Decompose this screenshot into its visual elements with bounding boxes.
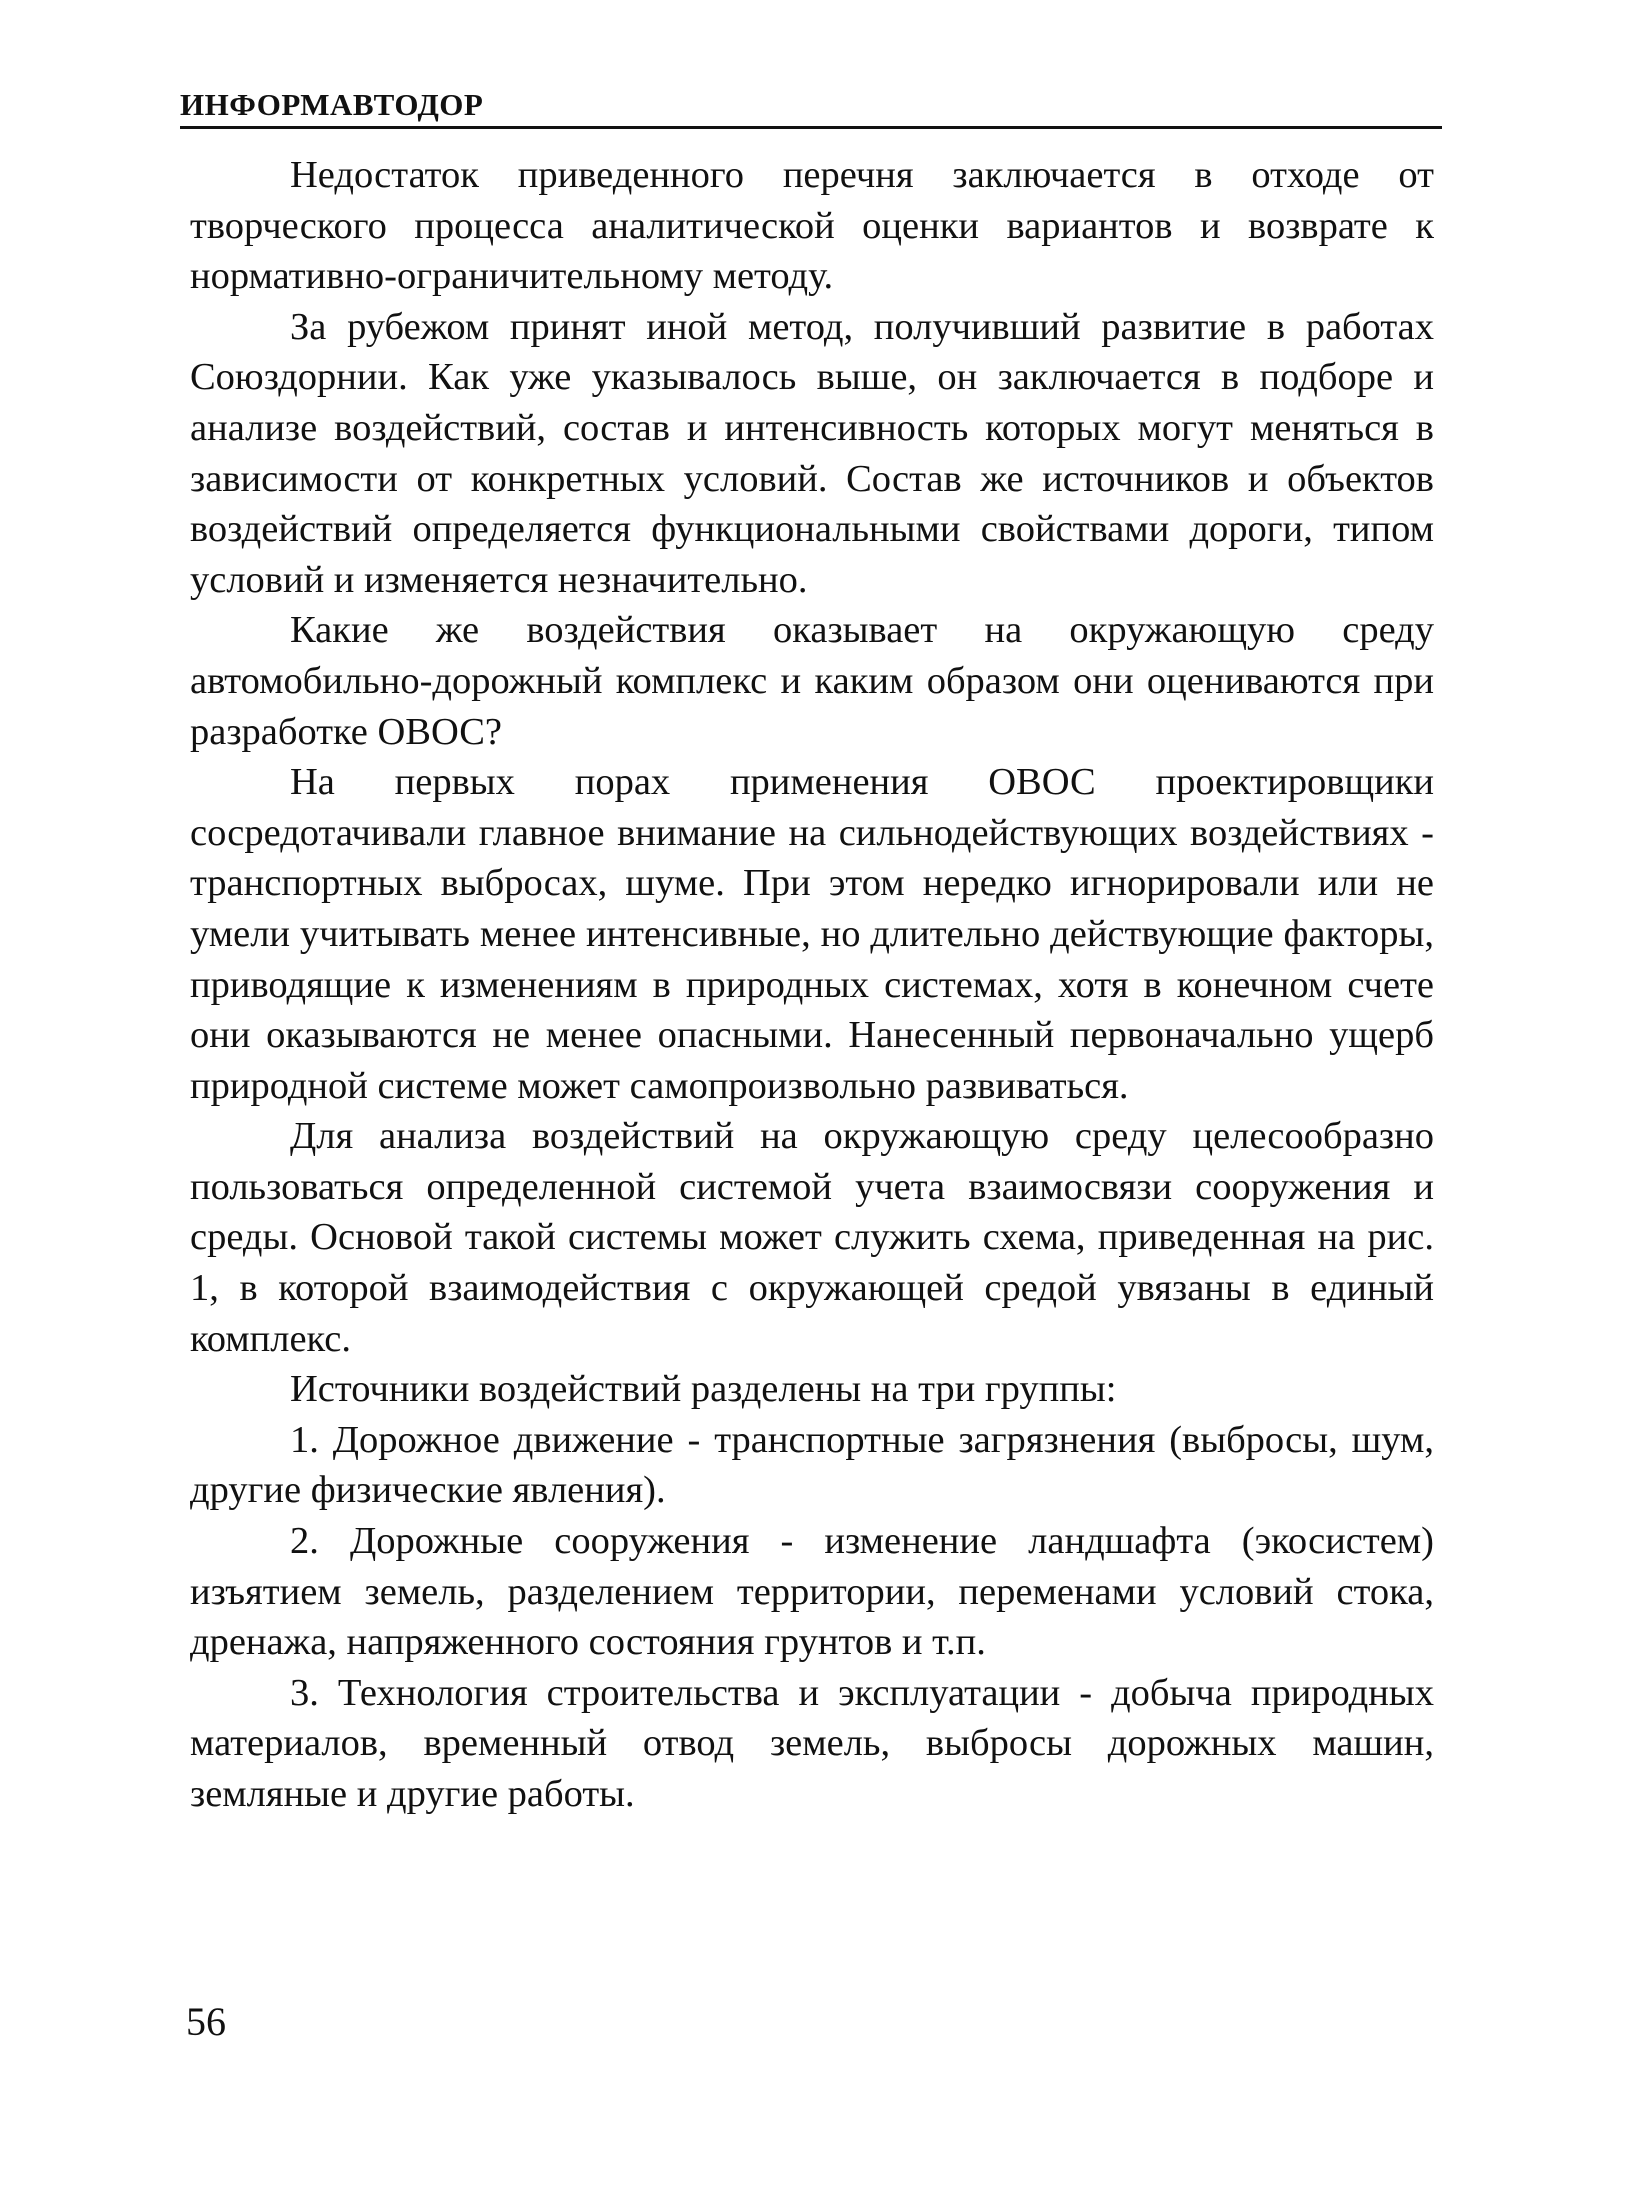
list-item-2: 2. Дорожные сооружения - изменение ландшафта (экосистем) изъятием земель, разделением территории, переменами условий стока, дренажа, напряженного состояния грунтов и т.п.: [190, 1520, 1434, 1664]
paragraph-4: На первых порах применения ОВОС проектировщики сосредотачивали главное внимание на сильнодействующих воздействиях - транспортных выбросах, шуме. При этом нередко игнорировали или не умели учитывать менее интенсивные, но длительно действующие факторы, приводящие к изменениям в природных системах, хотя в конечном счете они оказываются не менее опасными. Нанесенный первоначально ущерб природной системе может самопроизвольно развиваться.: [190, 761, 1434, 1107]
paragraph-3: Какие же воздействия оказывает на окружающую среду автомобильно-дорожный комплекс и каким образом они оцениваются при разработке ОВОС?: [190, 609, 1434, 753]
list-item-3: 3. Технология строительства и эксплуатации - добыча природных материалов, временный отвод земель, выбросы дорожных машин, земляные и другие работы.: [190, 1671, 1434, 1815]
paragraph-5: Для анализа воздействий на окружающую среду целесообразно пользоваться определенной системой учета взаимосвязи сооружения и среды. Основой такой системы может служить схема, приведенная на рис. 1, в которой взаимодействия с окружающей средой увязаны в единый комплекс.: [190, 1115, 1434, 1360]
running-header-title: ИНФОРМАВТОДОР: [180, 87, 484, 122]
running-header: [180, 88, 1442, 129]
page-number: 56: [186, 1999, 226, 2044]
paragraph-1: Недостаток приведенного перечня заключается в отходе от творческого процесса аналитической оценки вариантов и возврате к нормативно-ограничительному методу.: [190, 154, 1434, 298]
paragraph-2: За рубежом принят иной метод, получивший развитие в работах Союздорнии. Как уже указывалось выше, он заключается в подборе и анализе воздействий, состав и интенсивность которых могут меняться в зависимости от конкретных условий. Состав же источников и объектов воздействий определяется функциональными свойствами дороги, типом условий и изменяется незначительно.: [190, 305, 1434, 601]
page-body: [190, 150, 1434, 1820]
paragraph-6: Источники воздействий разделены на три группы:: [290, 1368, 1117, 1411]
list-item-1: 1. Дорожное движение - транспортные загрязнения (выбросы, шум, другие физические явления).: [190, 1418, 1434, 1512]
